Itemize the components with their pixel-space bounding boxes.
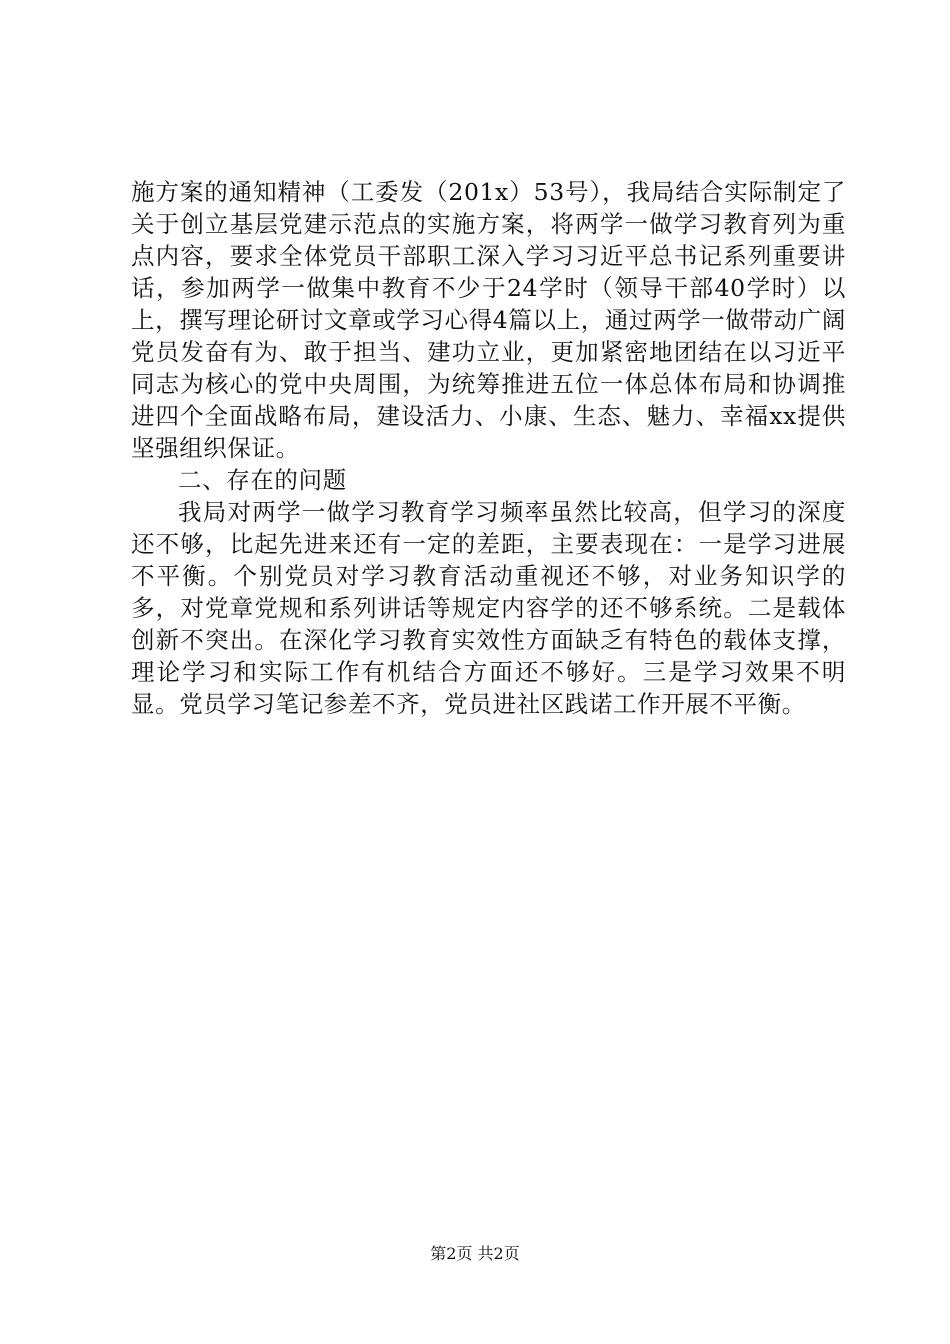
section-heading-problems: 二、存在的问题 [178, 466, 347, 494]
paragraph-problems: 我局对两学一做学习教育学习频率虽然比较高，但学习的深度还不够，比起先进来还有一定的差距，主要表现在：一是学习进展不平衡。个别党员对学习教育活动重视还不够，对业务知识学的多，对党章党规和系列讲话等规定内容学的还不够系统。二是载体创新不突出。在深化学习教育实效性方面缺乏有特色的载体支撑，理论学习和实际工作有机结合方面还不够好。三是学习效果不明显。党员学习笔记参差不齐，党员进社区践诺工作开展不平衡。 [131, 498, 846, 718]
document-body [131, 176, 846, 720]
page-footer: 第2页 共2页 [430, 1244, 520, 1263]
paragraph-continuation: 施方案的通知精神（工委发（201x）53号），我局结合实际制定了关于创立基层党建示范点的实施方案，将两学一做学习教育列为重点内容，要求全体党员干部职工深入学习习近平总书记系列重要讲话，参加两学一做集中教育不少于24学时（领导干部40学时）以上，撰写理论研讨文章或学习心得4篇以上，通过两学一做带动广阔党员发奋有为、敢于担当、建功立业，更加紧密地团结在以习近平同志为核心的党中央周围，为统筹推进五位一体总体布局和协调推进四个全面战略布局，建设活力、小康、生态、魅力、幸福xx提供坚强组织保证。 [131, 178, 846, 462]
